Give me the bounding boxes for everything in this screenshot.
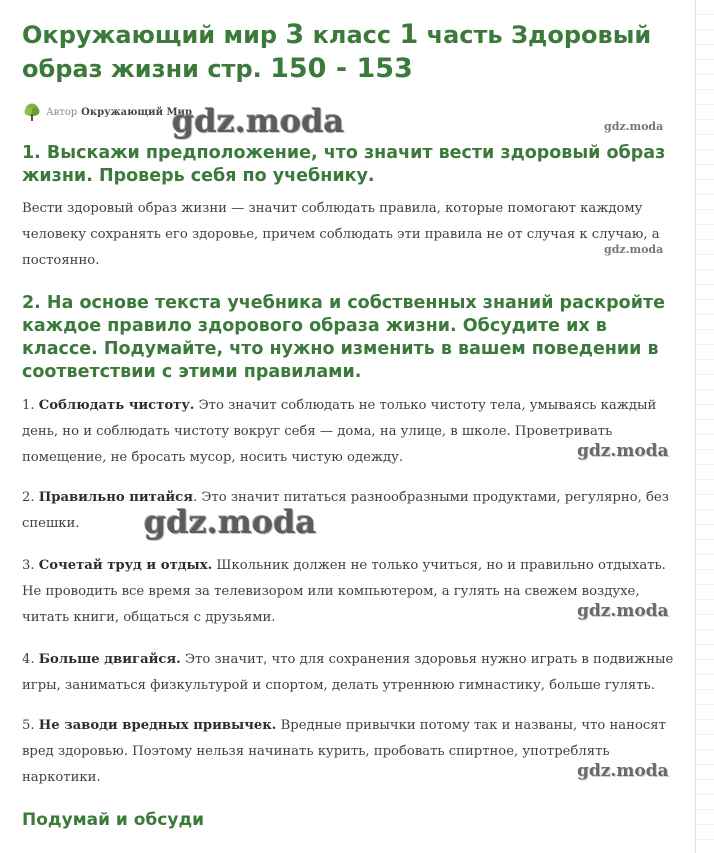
next-section-heading-cut: Подумай и обсуди (22, 810, 205, 830)
page-edge-strip (695, 0, 714, 853)
watermark: gdz.moda (577, 761, 669, 781)
rule-item: 5. Не заводи вредных привычек. Вредные привычки потому так и названы, что наносят вред здоровью. Поэтому нельзя начинать курить, пробовать спиртное, употреблять наркотики. (22, 718, 666, 785)
watermark: gdz.moda (577, 601, 669, 621)
author-label: Автор (46, 106, 78, 118)
tree-icon (22, 102, 42, 122)
page-title: Окружающий мир 3 класс 1 часть Здоровый образ жизни стр. 150 - 153 (22, 19, 652, 84)
watermark: gdz.moda (577, 441, 669, 461)
watermark: gdz.moda (604, 243, 664, 256)
author-name[interactable]: Окружающий Мир (81, 106, 192, 118)
watermark: gdz.moda (604, 120, 664, 133)
section-text: Вести здоровый образ жизни — значит соблюдать правила, которые помогают каждому человеку сохранять его здоровье, причем соблюдать эти правила не от случая к случаю, а постоянно. (22, 201, 660, 268)
rule-item: 1. Соблюдать чистоту. Это значит соблюдать не только чистоту тела, умываясь каждый день, но и соблюдать чистоту вокруг себя — дома, на улице, в школе. Проветривать помещение, не бросать мусор, носить чистую одежду. (22, 398, 657, 465)
rule-item: 2. Правильно питайся. Это значит питаться разнообразными продуктами, регулярно, без спешки. (22, 490, 669, 531)
rule-item: 3. Сочетай труд и отдых. Школьник должен не только учиться, но и правильно отдыхать. Не проводить все время за телевизором или компьютером, а гулять на свежем воздухе, читать книги, общаться с друзьями. (22, 558, 666, 625)
watermark: gdz.moda (172, 102, 345, 140)
author-line (22, 101, 192, 123)
section-heading: 2. На основе текста учебника и собственных знаний раскройте каждое правило здорового образа жизни. Обсудите их в классе. Подумайте, что нужно изменить в вашем поведении в соответствии с этими правилами. (22, 293, 665, 382)
rule-item: 4. Больше двигайся. Это значит, что для сохранения здоровья нужно играть в подвижные игры, заниматься физкультурой и спортом, делать утреннюю гимнастику, больше гулять. (22, 652, 674, 693)
watermark: gdz.moda (144, 503, 317, 541)
section-heading: 1. Выскажи предположение, что значит вести здоровый образ жизни. Проверь себя по учебнику. (22, 143, 666, 186)
